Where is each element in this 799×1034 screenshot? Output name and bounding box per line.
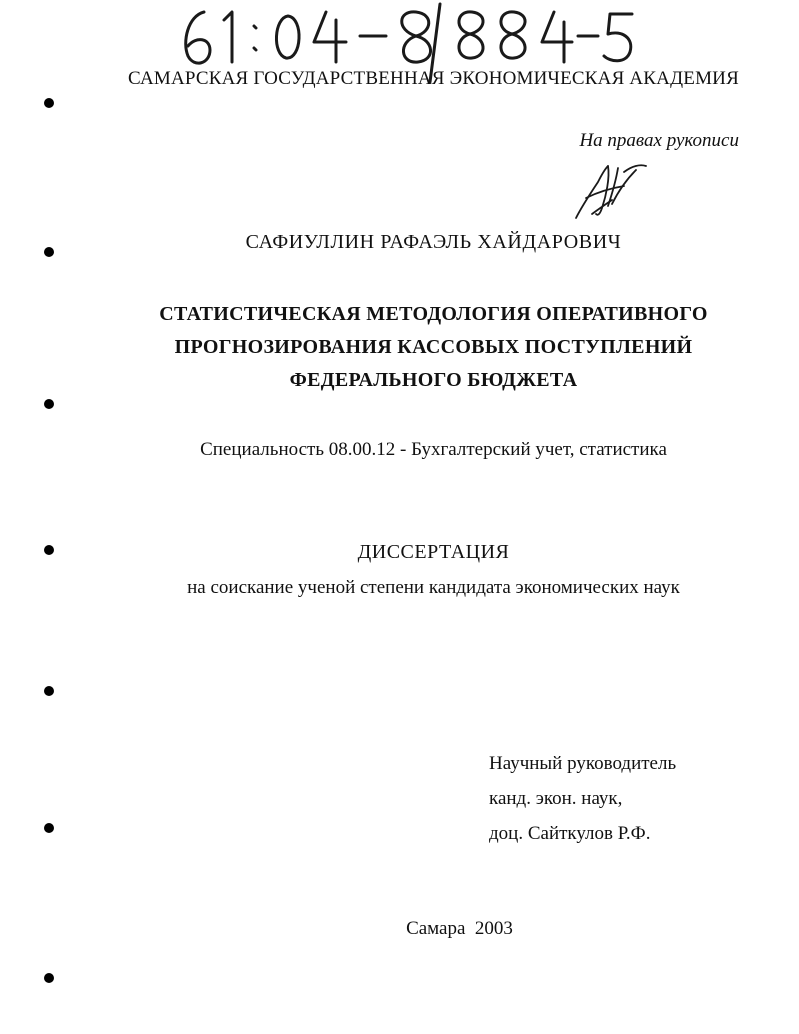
signature-icon (572, 158, 650, 224)
place-year: Самара 2003 (406, 918, 513, 939)
title-line-2: ПРОГНОЗИРОВАНИЯ КАССОВЫХ ПОСТУПЛЕНИЙ (174, 336, 693, 358)
punch-hole (44, 247, 54, 257)
punch-hole (44, 98, 54, 108)
title-line-3: ФЕДЕРАЛЬНОГО БЮДЖЕТА (289, 369, 578, 391)
specialty-line: Специальность 08.00.12 - Бухгалтерский учет, статистика (200, 439, 667, 460)
title-line-1: СТАТИСТИЧЕСКАЯ МЕТОДОЛОГИЯ ОПЕРАТИВНОГО (159, 303, 708, 325)
punch-hole (44, 973, 54, 983)
supervisor-degree: канд. экон. наук, (489, 788, 623, 809)
supervisor-block (489, 746, 676, 851)
punch-hole (44, 545, 54, 555)
academy-name: САМАРСКАЯ ГОСУДАРСТВЕННАЯ ЭКОНОМИЧЕСКАЯ АКАДЕМИЯ (128, 68, 739, 89)
punch-hole (44, 686, 54, 696)
punch-hole (44, 399, 54, 409)
supervisor-name: доц. Сайткулов Р.Ф. (489, 823, 651, 844)
dissertation-heading: ДИССЕРТАЦИЯ (357, 541, 510, 563)
dissertation-title (34, 298, 799, 397)
punch-hole (44, 823, 54, 833)
degree-line: на соискание ученой степени кандидата экономических наук (187, 577, 680, 598)
author-name: САФИУЛЛИН РАФАЭЛЬ ХАЙДАРОВИЧ (245, 231, 622, 253)
manuscript-rights-note: На правах рукописи (579, 130, 739, 151)
supervisor-role: Научный руководитель (489, 753, 677, 774)
